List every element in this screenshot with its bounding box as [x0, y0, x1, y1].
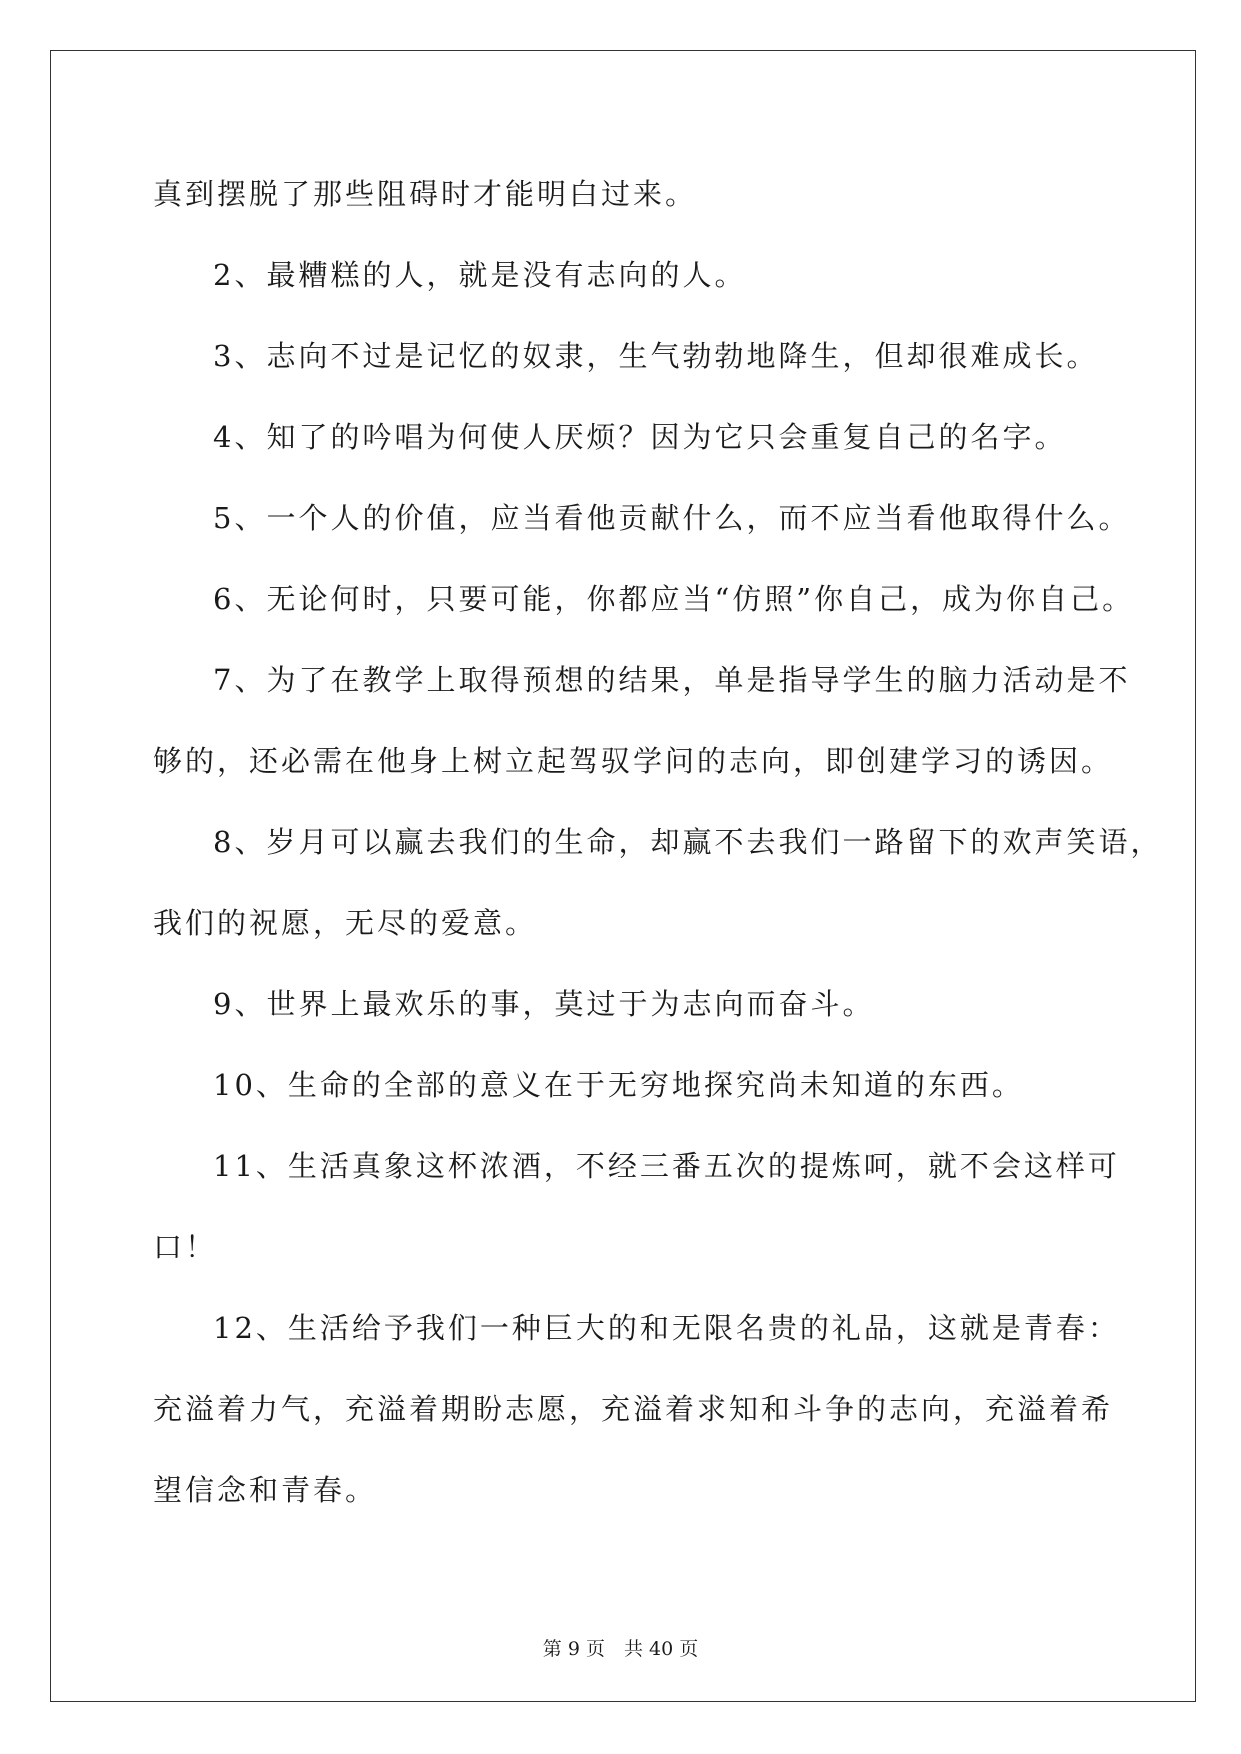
text-line: 5、一个人的价值，应当看他贡献什么，而不应当看他取得什么。	[213, 501, 1131, 535]
text-line: 望信念和青春。	[153, 1473, 378, 1507]
text-line: 我们的祝愿，无尽的爱意。	[153, 906, 538, 940]
text-line: 9、世界上最欢乐的事，莫过于为志向而奋斗。	[213, 987, 875, 1021]
document-body	[153, 158, 1163, 1535]
text-line: 12、生活给予我们一种巨大的和无限名贵的礼品，这就是青春：	[213, 1311, 1120, 1345]
text-line: 11、生活真象这杯浓酒，不经三番五次的提炼呵，就不会这样可	[213, 1149, 1120, 1183]
text-line: 2、最糟糕的人，就是没有志向的人。	[213, 258, 747, 292]
page-number-footer: 第 9 页 共 40 页	[542, 1638, 699, 1660]
text-line: 4、知了的吟唱为何使人厌烦？因为它只会重复自己的名字。	[213, 420, 1067, 454]
text-line: 口！	[153, 1230, 218, 1264]
text-line: 3、志向不过是记忆的奴隶，生气勃勃地降生，但却很难成长。	[213, 339, 1099, 373]
text-line: 7、为了在教学上取得预想的结果，单是指导学生的脑力活动是不	[213, 663, 1131, 697]
text-line: 充溢着力气，充溢着期盼志愿，充溢着求知和斗争的志向，充溢着希	[153, 1392, 1114, 1426]
text-line: 够的，还必需在他身上树立起驾驭学问的志向，即创建学习的诱因。	[153, 744, 1114, 778]
text-line: 真到摆脱了那些阻碍时才能明白过来。	[153, 177, 698, 211]
text-line: 6、无论何时，只要可能，你都应当“仿照”你自己，成为你自己。	[213, 582, 1135, 616]
text-line: 8、岁月可以赢去我们的生命，却赢不去我们一路留下的欢声笑语，	[213, 825, 1163, 859]
text-line: 10、生命的全部的意义在于无穷地探究尚未知道的东西。	[213, 1068, 1024, 1102]
